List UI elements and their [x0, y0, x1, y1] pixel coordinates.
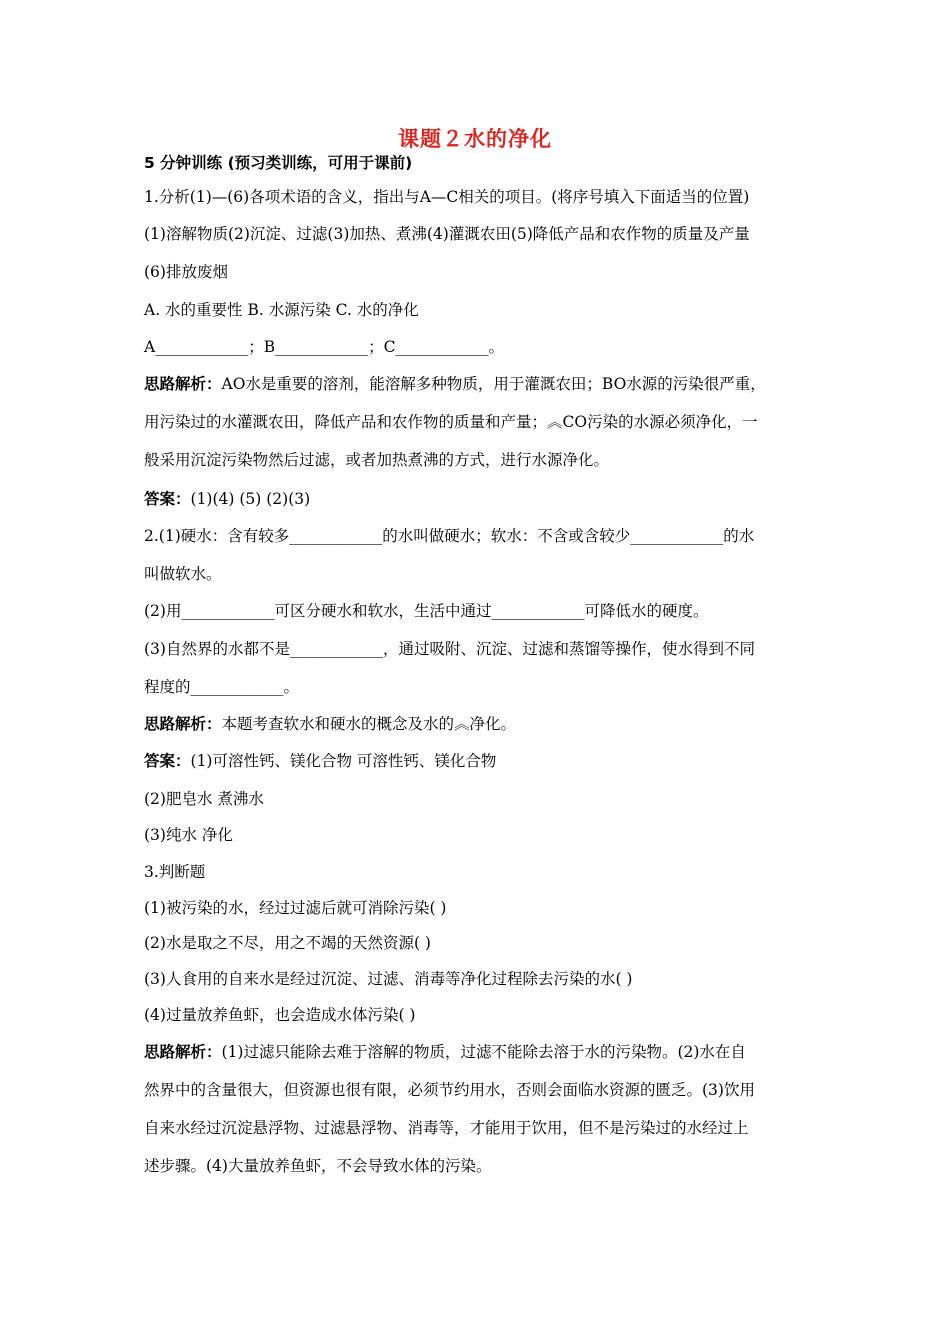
question-1-items: (1)溶解物质(2)沉淀、过滤(3)加热、煮沸(4)灌溉农田(5)降低产品和农作物的质量及产量 [144, 225, 750, 243]
question-2-part-3-cont: 程度的____________。 [144, 678, 300, 696]
answer-1: 答案：(1)(4) (5) (2)(3) [144, 490, 311, 508]
page-title: 课题２水的净化 [398, 127, 552, 151]
question-3-item-1: (1)被污染的水，经过过滤后就可消除污染( ) [144, 899, 447, 917]
question-1-blanks: A____________；B____________；C____________。 [144, 338, 504, 356]
analysis-1-line-1: 思路解析：AO水是重要的溶剂，能溶解多种物质，用于灌溉农田；BO水源的污染很严重， [144, 375, 766, 393]
analysis-3-line-4: 述步骤。(4)大量放养鱼虾，不会导致水体的污染。 [144, 1157, 492, 1175]
analysis-label: 思路解析： [144, 715, 222, 733]
question-1-options: A. 水的重要性 B. 水源污染 C. 水的净化 [144, 301, 419, 319]
question-2-part-2: (2)用____________可区分硬水和软水，生活中通过____________可降低水的硬度。 [144, 602, 709, 620]
answer-label: 答案： [144, 490, 191, 508]
question-2-part-1-cont: 叫做软水。 [144, 565, 222, 583]
analysis-2: 思路解析：本题考查软水和硬水的概念及水的︽净化。 [144, 715, 517, 733]
question-3-item-2: (2)水是取之不尽，用之不竭的天然资源( ) [144, 934, 431, 952]
question-1-items-cont: (6)排放废烟 [144, 263, 228, 281]
answer-label: 答案： [144, 752, 191, 770]
section-heading: 5 分钟训练 (预习类训练，可用于课前) [144, 154, 413, 172]
analysis-label: 思路解析： [144, 375, 222, 393]
question-3-stem: 3.判断题 [144, 863, 206, 881]
answer-2-line-1: 答案：(1)可溶性钙、镁化合物 可溶性钙、镁化合物 [144, 752, 497, 770]
answer-2-line-2: (2)肥皂水 煮沸水 [144, 790, 264, 808]
question-2-part-3: (3)自然界的水都不是____________，通过吸附、沉淀、过滤和蒸馏等操作，使水得到不同 [144, 640, 755, 658]
question-1-stem: 1.分析(1)—(6)各项术语的含义，指出与A—C相关的项目。(将序号填入下面适当的位置) [144, 188, 750, 206]
analysis-3-line-1: 思路解析：(1)过滤只能除去难于溶解的物质，过滤不能除去溶于水的污染物。(2)水在自 [144, 1043, 746, 1061]
question-3-item-3: (3)人食用的自来水是经过沉淀、过滤、消毒等净化过程除去污染的水( ) [144, 970, 633, 988]
answer-2-line-3: (3)纯水 净化 [144, 826, 233, 844]
analysis-3-line-2: 然界中的含量很大，但资源也很有限，必须节约用水，否则会面临水资源的匮乏。(3)饮用 [144, 1081, 755, 1099]
question-2-part-1: 2.(1)硬水：含有较多____________的水叫做硬水；软水：不含或含较少____________的水 [144, 527, 755, 545]
question-3-item-4: (4)过量放养鱼虾，也会造成水体污染( ) [144, 1006, 416, 1024]
analysis-1-line-2: 用污染过的水灌溉农田，降低产品和农作物的质量和产量；︽CO污染的水源必须净化，一 [144, 413, 758, 431]
analysis-3-line-3: 自来水经过沉淀悬浮物、过滤悬浮物、消毒等，才能用于饮用，但不是污染过的水经过上 [144, 1119, 749, 1137]
analysis-label: 思路解析： [144, 1043, 222, 1061]
analysis-1-line-3: 般采用沉淀污染物然后过滤，或者加热煮沸的方式，进行水源净化。 [144, 451, 610, 469]
